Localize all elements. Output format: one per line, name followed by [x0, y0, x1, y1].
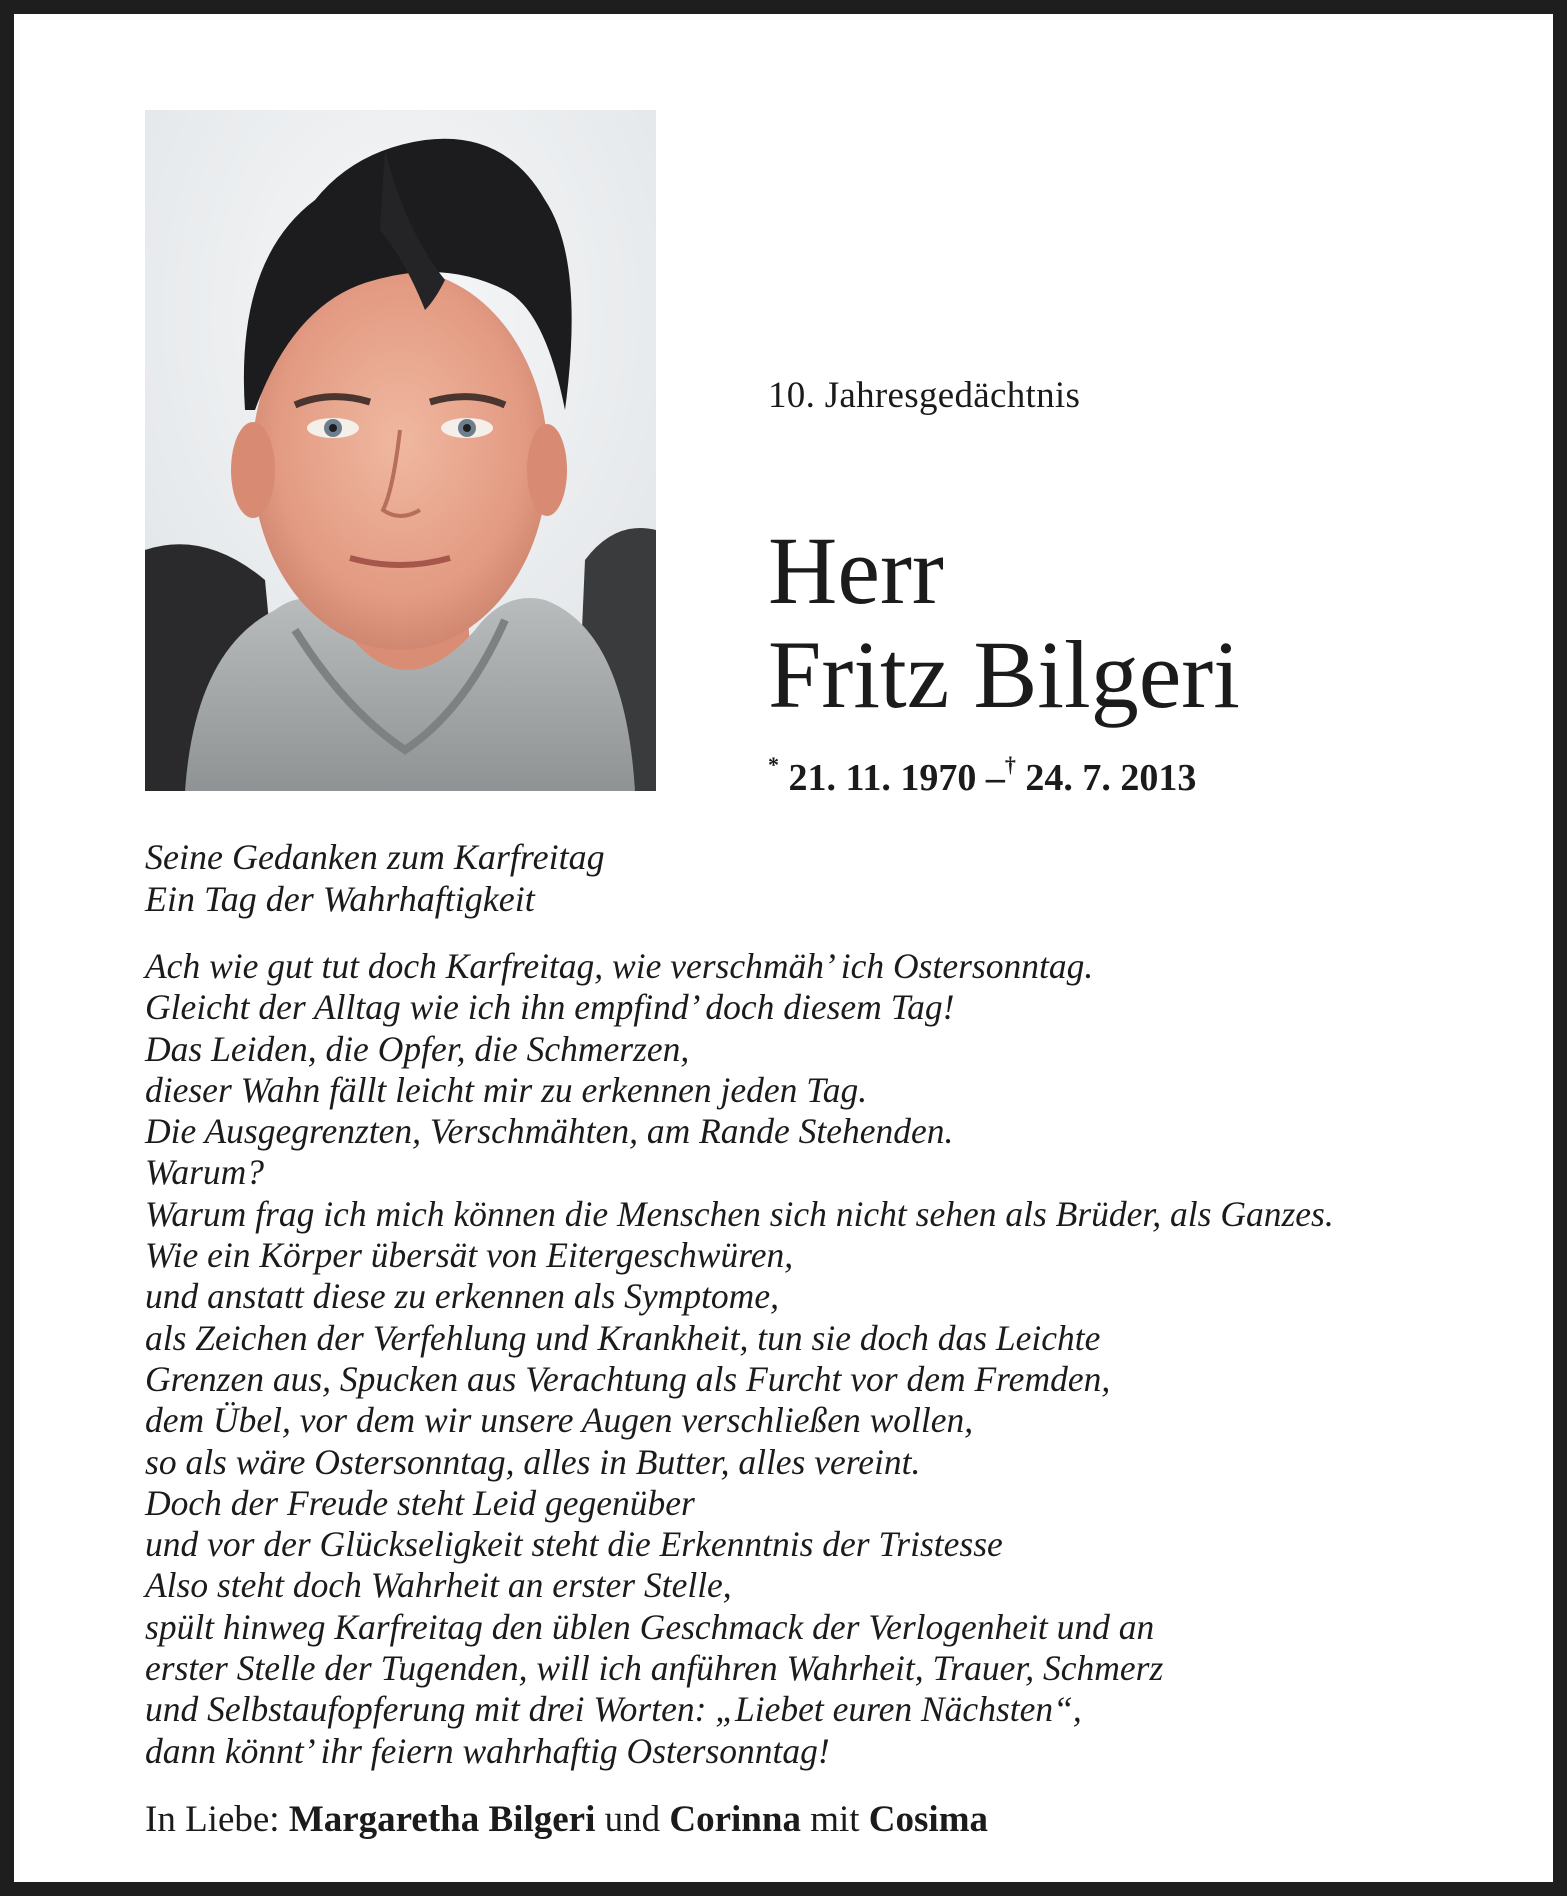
poem-title — [145, 836, 605, 920]
poem-body — [145, 946, 1334, 1772]
poem-line: Das Leiden, die Opfer, die Schmerzen, — [145, 1028, 690, 1069]
life-dates — [768, 752, 1197, 800]
poem-line: Ach wie gut tut doch Karfreitag, wie verschmäh’ ich Ostersonntag. — [145, 946, 1094, 986]
mourner-name: Cosima — [868, 1799, 989, 1840]
poem-line: Warum? — [145, 1152, 265, 1193]
poem-line: erster Stelle der Tugenden, will ich anführen Wahrheit, Trauer, Schmerz — [145, 1648, 1164, 1689]
poem-line: als Zeichen der Verfehlung und Krankheit, tun sie doch das Leichte — [145, 1317, 1101, 1358]
poem-line: und anstatt diese zu erkennen als Symptome, — [145, 1276, 779, 1317]
death-date: 24. 7. 2013 — [1025, 757, 1197, 799]
poem-title-line: Ein Tag der Wahrhaftigkeit — [145, 879, 535, 919]
poem-line: Also steht doch Wahrheit an erster Stelle, — [145, 1565, 732, 1606]
portrait-photo — [145, 110, 656, 791]
poem-line: und Selbstaufopferung mit drei Worten: „Liebet euren Nächsten“, — [145, 1689, 1082, 1730]
poem-line: und vor der Glückseligkeit steht die Erkenntnis der Tristesse — [145, 1524, 1003, 1565]
anniversary-label: 10. Jahresgedächtnis — [768, 375, 1081, 416]
poem-line: Wie ein Körper übersät von Eitergeschwüren, — [145, 1235, 794, 1276]
signoff-prefix: In Liebe: — [145, 1799, 280, 1840]
signoff-and: und — [604, 1799, 661, 1840]
date-separator: – — [985, 757, 1005, 799]
poem-line: Gleicht der Alltag wie ich ihn empfind’ doch diesem Tag! — [145, 987, 955, 1028]
portrait-illustration — [145, 110, 656, 791]
poem-line: dann könnt’ ihr feiern wahrhaftig Ostersonntag! — [145, 1730, 830, 1771]
poem-line: spült hinweg Karfreitag den üblen Geschmack der Verlogenheit und an — [145, 1606, 1155, 1647]
poem-line: Grenzen aus, Spucken aus Verachtung als Furcht vor dem Fremden, — [145, 1358, 1111, 1399]
name-title: Herr — [768, 517, 944, 624]
poem-line: Doch der Freude steht Leid gegenüber — [145, 1482, 695, 1523]
deceased-name — [768, 519, 1240, 727]
poem-line: Warum frag ich mich können die Menschen sich nicht sehen als Brüder, als Ganzes. — [145, 1193, 1334, 1234]
mourner-name: Corinna — [669, 1799, 801, 1840]
birth-date: 21. 11. 1970 — [788, 757, 977, 799]
poem-title-line: Seine Gedanken zum Karfreitag — [145, 837, 605, 877]
poem-line: Die Ausgegrenzten, Verschmähten, am Rande Stehenden. — [145, 1111, 954, 1152]
death-symbol: † — [1004, 752, 1016, 778]
poem-line: dieser Wahn fällt leicht mir zu erkennen jeden Tag. — [145, 1069, 868, 1110]
name-full: Fritz Bilgeri — [768, 621, 1240, 728]
poem-line: dem Übel, vor dem wir unsere Augen verschließen wollen, — [145, 1400, 974, 1441]
signoff — [145, 1798, 988, 1841]
birth-symbol: * — [768, 752, 779, 778]
signoff-with: mit — [810, 1799, 860, 1840]
mourner-name: Margaretha Bilgeri — [288, 1799, 596, 1840]
poem-line: so als wäre Ostersonntag, alles in Butter, alles vereint. — [145, 1441, 921, 1482]
